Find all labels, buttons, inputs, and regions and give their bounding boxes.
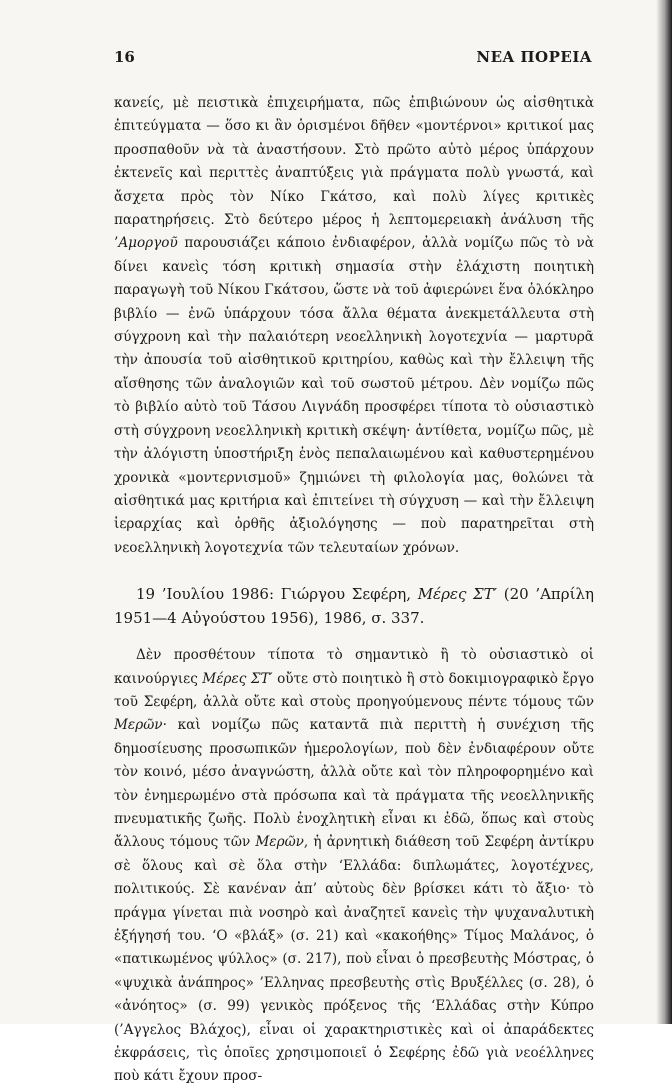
body-text (114, 92, 594, 1089)
text-run: κανείς, μὲ πειστικὰ ἐπιχειρήματα, πῶς ἐπιβιώνουν ὡς αἰσθητικὰ ἐπιτεύγματα — ὅσο κι ἂν ὁρισμένοι δῆθεν «μοντέρνοι» κριτικοί μας προσπαθοῦν νὰ τὰ ἀναστήσουν. Στὸ πρῶτο αὐτὸ μέρος ὑπάρχουν ἐκτενεῖς καὶ περιττὲς ἀναπτύξεις γιὰ πράγματα πολὺ γνωστά, καὶ ἄσχετα πρὸς τὸν Νίκο Γκάτσο, καὶ πολὺ λίγες κριτικὲς παρατηρήσεις. Στὸ δεύτερο μέρος ἡ λεπτομερειακὴ ἀνάλυση τῆς ’ (114, 95, 594, 252)
book-title: Μερῶν (114, 717, 163, 734)
entry-heading (114, 582, 594, 630)
text-run: · καὶ νομίζω πῶς καταντᾶ πιὰ περιττὴ ἡ συνέχιση τῆς δημοσίευσης προσωπικῶν ἡμερολογίων, ποὺ δὲν ἐνδιαφέρουν οὔτε τὸν κοινό, μέσο ἀναγνώστη, ἀλλὰ οὔτε καὶ τὸν πληροφορημένο καὶ τὸν ἐνημερωμένο στὰ πρόσωπα καὶ τὰ πράγματα τῆς νεοελληνικῆς πνευματικῆς ζωῆς. Πολὺ ἐνοχλητικὴ εἶναι κι ἐδῶ, ὅπως καὶ στοὺς ἄλλους τόμους τῶν (114, 717, 594, 851)
paragraph-review (114, 644, 594, 1089)
entry-book-title: Μέρες ΣΤ′ (417, 585, 498, 604)
text-run: , ἡ ἀρνητικὴ διάθεση τοῦ Σεφέρη ἀντίκρυ σὲ ὅλους καὶ σὲ ὅλα στὴν ‘Ελλάδα: διπλωμάτες, λογοτέχνες, πολιτικούς. Σὲ κανέναν ἀπ’ αὐτοὺς δὲν βρίσκει κάτι τὸ ἄξιο· τὸ πράγμα γίνεται πιὰ νοσηρὸ καὶ ἀναζητεῖ κανεὶς τὴν ψυχαναλυτικὴ ἐξήγησή του. ‘Ο «βλάξ» (σ. 21) καὶ «κακοήθης» Τίμος Μαλάνος, ὁ «πατικωμένος ψύλλος» (σ. 217), ποὺ εἶναι ὁ πρεσβευτὴς Μόστρας, ὁ «ψυχικὰ ἀνάπηρος» ’Ελληνας πρεσβευτὴς στὶς Βρυξέλλες (σ. 28), ὁ «ἀνόητος» (σ. 99) γενικὸς πρόξενος τῆς ‘Ελλάδας στὴν Κύπρο (’Αγγελος Βλάχος), εἶναι οἱ χαρακτηριστικὲς καὶ οἱ ἀπαράδεκτες ἐκφράσεις, τὶς ὁποῖες χρησιμοποιεῖ ὁ Σεφέρης ἐδῶ γιὰ νεοέλληνες ποὺ κάτι ἔχουν προσ- (114, 834, 594, 1085)
book-title: Μέρες ΣΤ′ (202, 670, 273, 687)
entry-date: 19 ’Ιουλίου 1986: Γιώργου Σεφέρη, (136, 585, 418, 604)
entry-details: (20 ’Απρίλη 1951—4 Αὐγούστου 1956), 1986, σ. 337. (114, 585, 594, 628)
page-header (114, 48, 592, 72)
text-run: Δὲν προσθέτουν τίποτα τὸ σημαντικὸ ἢ τὸ οὐσιαστικὸ οἱ καινούργιες (114, 647, 594, 687)
text-run: οὔτε στὸ ποιητικὸ ἢ στὸ δοκιμιογραφικὸ ἔργο τοῦ Σεφέρη, ἀλλὰ οὔτε καὶ στοὺς προηγούμενους πέντε τόμους τῶν (114, 670, 595, 710)
page-edge-shadow (656, 0, 672, 1024)
book-title: Μερῶν (255, 834, 304, 851)
text-run: παρουσιάζει κάποιο ἐνδιαφέρον, ἀλλὰ νομίζω πῶς τὸ νὰ δίνει κανεὶς τόση κριτικὴ σημασία στὴν ἐλάχιστη ποιητικὴ παραγωγὴ τοῦ Νίκου Γκάτσου, ὥστε νὰ τοῦ ἀφιερώνει ἕνα ὁλόκληρο βιβλίο — ἐνῶ ὑπάρχουν τόσα ἄλλα θέματα ἀνεκμετάλλευτα στὴ σύγχρονη καὶ τὴν παλαιότερη νεοελληνικὴ λογοτεχνία — μαρτυρᾶ τὴν ἀπουσία τοῦ αἰσθητικοῦ κριτηρίου, καθὼς καὶ τὴν ἔλλειψη τῆς αἴσθησης τῶν ἀναλογιῶν καὶ τοῦ σωστοῦ μέτρου. Δὲν νομίζω πῶς τὸ βιβλίο αὐτὸ τοῦ Τάσου Λιγνάδη προσφέρει τίποτα τὸ οὐσιαστικὸ στὴ σύγχρονη νεοελληνικὴ κριτικὴ σκέψη· ἀντίθετα, νομίζω πῶς, μὲ τὴν ἀλόγιστη ὑποστήριξη ἑνὸς πεπαλαιωμένου καὶ καθυστερημένου χρονικὰ «μοντερνισμοῦ» ζημιώνει τὴ φιλολογία μας, θολώνει τὰ αἰσθητικά μας κριτήρια καὶ ἐπιτείνει τὴ σύγχυση — καὶ τὴν ἔλλειψη ἱεραρχίας καὶ ὀρθῆς ἀξιολόγησης — ποὺ παρατηρεῖται στὴ νεοελληνικὴ λογοτεχνία τῶν τελευταίων χρόνων. (114, 235, 594, 556)
page-number: 16 (114, 48, 135, 66)
book-title-amorgos: Αμοργοῦ (118, 235, 178, 252)
running-title: ΝΕΑ ΠΟΡΕΙΑ (476, 48, 592, 66)
paragraph-continued (114, 92, 594, 560)
